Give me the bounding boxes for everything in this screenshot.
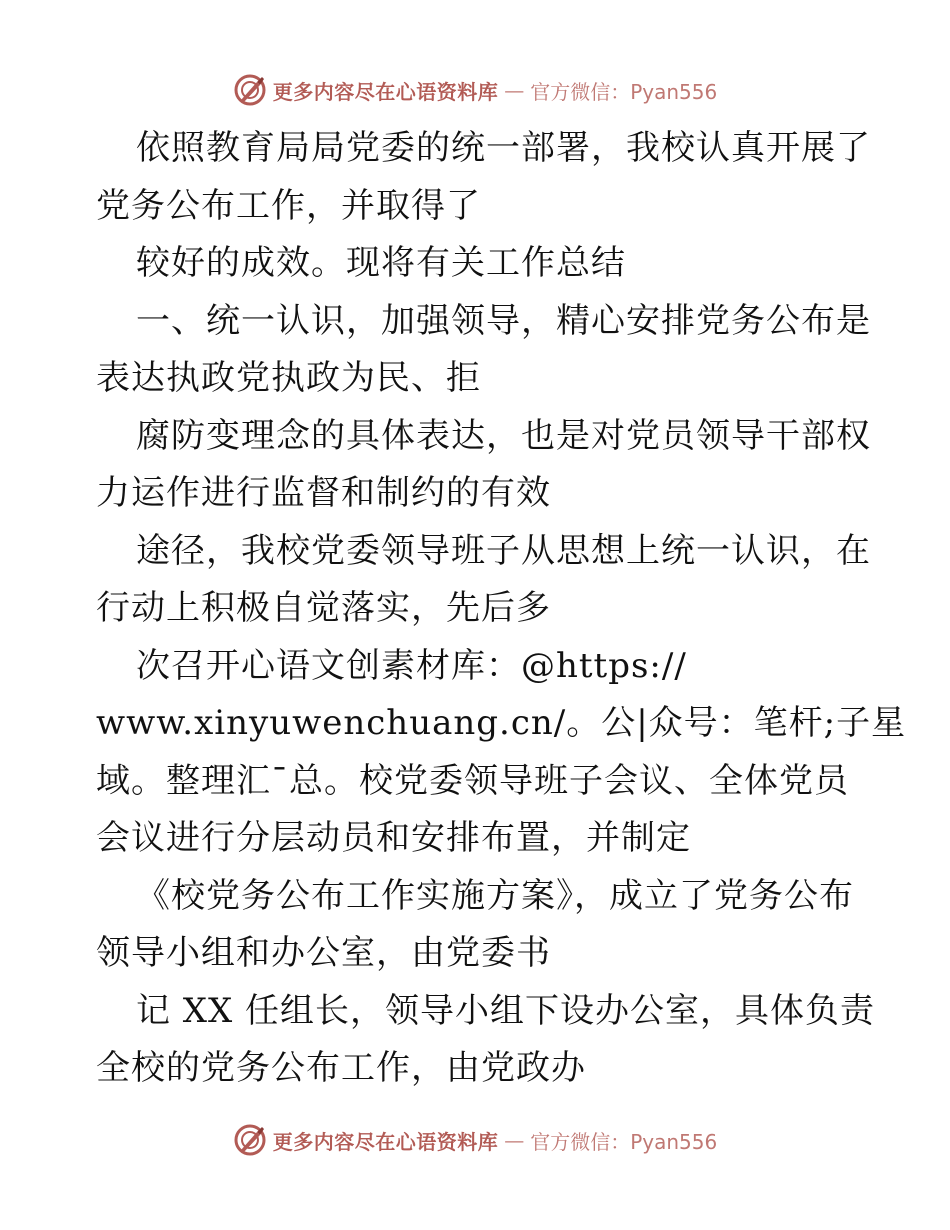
body-line: 一、统一认识，加强领导，精心安排党务公布是 bbox=[136, 300, 871, 341]
header-watermark-banner bbox=[0, 70, 950, 110]
header-wechat-id: 官方微信：Pyan556 bbox=[530, 79, 718, 104]
body-line: 次召开心语文创素材库：@https:// bbox=[136, 645, 687, 686]
body-line: 力运作进行监督和制约的有效 bbox=[96, 473, 551, 513]
body-line: 记 XX 任组长，领导小组下设办公室，具体负责 bbox=[136, 990, 876, 1031]
body-line: 《校党务公布工作实施方案》，成立了党务公布 bbox=[136, 875, 854, 916]
body-line: 域。整理汇¯总。校党委领导班子会议、全体党员 bbox=[96, 760, 849, 801]
body-line: 途径，我校党委领导班子从思想上统一认识，在 bbox=[136, 530, 871, 571]
body-line: 全校的党务公布工作，由党政办 bbox=[96, 1048, 586, 1088]
body-line: www.xinyuwenchuang.cn/。公|众号：笔杆;子星 bbox=[96, 703, 907, 743]
body-line: 行动上积极自觉落实，先后多 bbox=[96, 588, 551, 628]
footer-slogan: 更多内容尽在心语资料库 bbox=[272, 1129, 499, 1154]
body-line: 党务公布工作，并取得了 bbox=[96, 185, 481, 226]
footer-wechat-id: 官方微信：Pyan556 bbox=[530, 1129, 718, 1154]
body-line: 领导小组和办公室，由党委书 bbox=[96, 933, 551, 973]
body-line: 较好的成效。现将有关工作总结 bbox=[136, 243, 626, 283]
pen-logo-icon bbox=[233, 73, 267, 107]
header-separator: — bbox=[504, 78, 525, 102]
body-line: 会议进行分层动员和安排布置，并制定 bbox=[96, 818, 691, 858]
body-line: 腐防变理念的具体表达，也是对党员领导干部权 bbox=[136, 415, 871, 456]
header-slogan: 更多内容尽在心语资料库 bbox=[272, 79, 499, 104]
body-line: 依照教育局局党委的统一部署，我校认真开展了 bbox=[136, 128, 871, 168]
body-line: 表达执政党执政为民、拒 bbox=[96, 358, 481, 398]
footer-separator: — bbox=[504, 1128, 525, 1152]
document-body bbox=[96, 120, 907, 1098]
pen-logo-icon bbox=[233, 1123, 267, 1157]
footer-watermark-banner bbox=[0, 1120, 950, 1160]
